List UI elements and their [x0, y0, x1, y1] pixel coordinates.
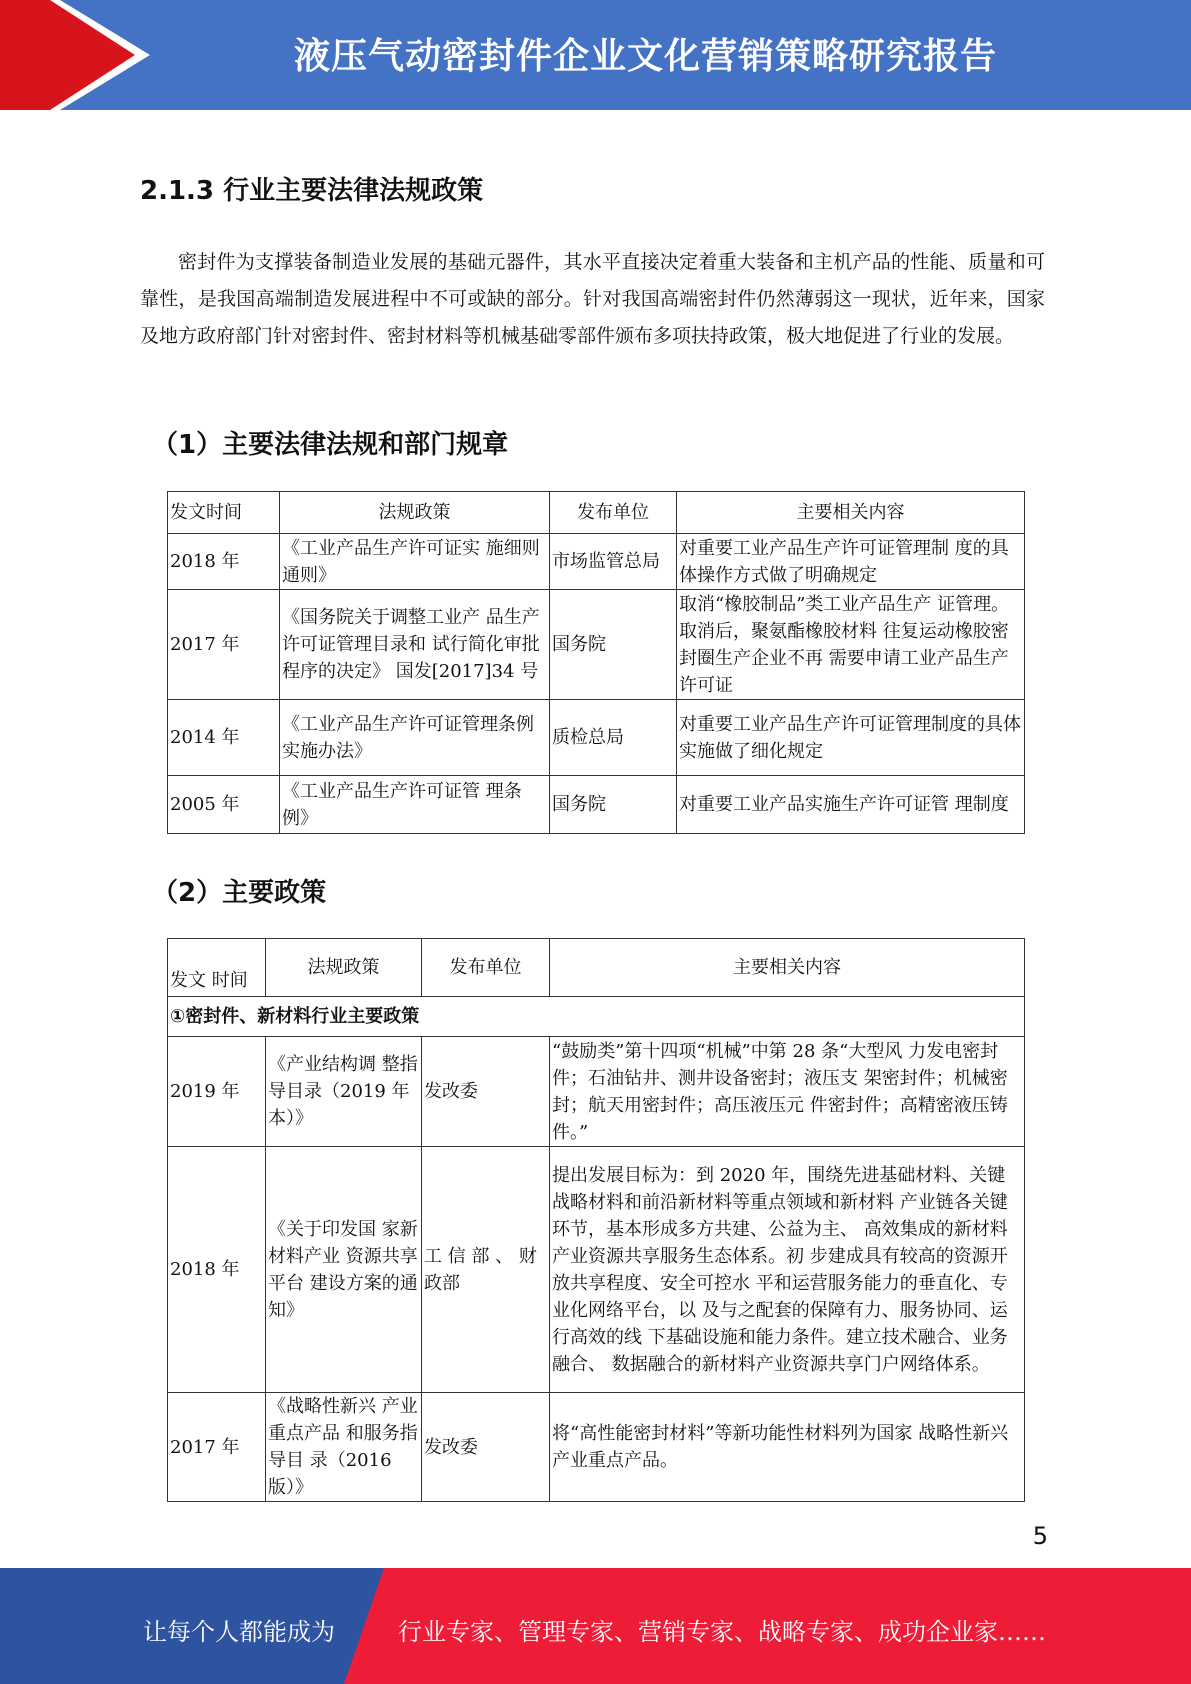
- footer-slogan-left: 让每个人都能成为: [143, 1618, 335, 1646]
- cell-content: 对重要工业产品生产许可证管理制 度的具体操作方式做了明确规定: [677, 534, 1025, 590]
- cell-issuer: 发改委: [422, 1393, 550, 1502]
- col-header-issuer: 发布单位: [422, 939, 550, 997]
- table-section-row: [168, 997, 1025, 1037]
- cell-issuer: 质检总局: [550, 700, 677, 776]
- cell-issuer: 市场监管总局: [550, 534, 677, 590]
- col-header-time: 发文 时间: [168, 939, 266, 997]
- table-header-row: [168, 492, 1025, 534]
- col-header-issuer: 发布单位: [550, 492, 677, 534]
- cell-content: 将“高性能密封材料”等新功能性材料列为国家 战略性新兴产业重点产品。: [550, 1393, 1025, 1502]
- col-header-time: 发文时间: [168, 492, 280, 534]
- cell-time: 2018 年: [168, 534, 280, 590]
- col-header-content: 主要相关内容: [677, 492, 1025, 534]
- cell-content: 对重要工业产品生产许可证管理制度的具体实施做了细化规定: [677, 700, 1025, 776]
- table-header-row: [168, 939, 1025, 997]
- cell-issuer: 国务院: [550, 776, 677, 834]
- col-header-policy: 法规政策: [266, 939, 422, 997]
- cell-policy: 《国务院关于调整工业产 品生产许可证管理目录和 试行简化审批程序的决定》 国发[2017]34 号: [280, 590, 550, 700]
- footer-slogan-right: 行业专家、管理专家、营销专家、战略专家、成功企业家……: [398, 1618, 1046, 1646]
- cell-issuer: 工 信 部 、 财政部: [422, 1147, 550, 1393]
- cell-policy: 《产业结构调 整指导目录（2019 年本）》: [266, 1037, 422, 1147]
- report-footer-band: [0, 1568, 1191, 1684]
- table-row: [168, 1393, 1025, 1502]
- cell-issuer: 国务院: [550, 590, 677, 700]
- cell-time: 2005 年: [168, 776, 280, 834]
- table-row: [168, 776, 1025, 834]
- table-row: [168, 700, 1025, 776]
- cell-time: 2019 年: [168, 1037, 266, 1147]
- table-row: [168, 534, 1025, 590]
- col-header-content: 主要相关内容: [550, 939, 1025, 997]
- laws-table: [167, 491, 1025, 834]
- cell-policy: 《战略性新兴 产业重点产品 和服务指导目 录（2016 版）》: [266, 1393, 422, 1502]
- col-header-policy: 法规政策: [280, 492, 550, 534]
- cell-content: “鼓励类”第十四项“机械”中第 28 条“大型风 力发电密封件；石油钻井、测井设备密封；液压支 架密封件；机械密封；航天用密封件；高压液压元 件密封件；高精密液压铸件。”: [550, 1037, 1025, 1147]
- cell-policy: 《关于印发国 家新材料产业 资源共享平台 建设方案的通 知》: [266, 1147, 422, 1393]
- cell-content: 取消“橡胶制品”类工业产品生产 证管理。取消后，聚氨酯橡胶材料 往复运动橡胶密封圈生产企业不再 需要申请工业产品生产许可证: [677, 590, 1025, 700]
- cell-policy: 《工业产品生产许可证实 施细则通则》: [280, 534, 550, 590]
- table-row: [168, 1147, 1025, 1393]
- cell-policy: 《工业产品生产许可证管理条例实施办法》: [280, 700, 550, 776]
- cell-issuer: 发改委: [422, 1037, 550, 1147]
- table-row: [168, 1037, 1025, 1147]
- cell-time: 2017 年: [168, 590, 280, 700]
- subsection-title-laws: （1）主要法律法规和部门规章: [152, 430, 509, 460]
- intro-paragraph: 密封件为支撑装备制造业发展的基础元器件，其水平直接决定着重大装备和主机产品的性能、质量和可靠性，是我国高端制造发展进程中不可或缺的部分。针对我国高端密封件仍然薄弱这一现状，近年来，国家及地方政府部门针对密封件、密封材料等机械基础零部件颁布多项扶持政策，极大地促进了行业的发展。: [140, 251, 1045, 347]
- cell-time: 2014 年: [168, 700, 280, 776]
- page-number: 5: [1032, 1522, 1048, 1550]
- section-heading: 2.1.3 行业主要法律法规政策: [140, 176, 484, 206]
- cell-policy: 《工业产品生产许可证管 理条例》: [280, 776, 550, 834]
- cell-time: 2018 年: [168, 1147, 266, 1393]
- report-title: 液压气动密封件企业文化营销策略研究报告: [293, 36, 997, 77]
- table-row: [168, 590, 1025, 700]
- subsection-title-policies: （2）主要政策: [152, 878, 327, 908]
- cell-time: 2017 年: [168, 1393, 266, 1502]
- policies-table: [167, 938, 1025, 1502]
- header-arrow-decoration: [0, 0, 160, 110]
- cell-content: 提出发展目标为：到 2020 年，围绕先进基础材料、关键战略材料和前沿新材料等重点领域和新材料 产业链各关键环节，基本形成多方共建、公益为主、 高效集成的新材料产业资源共享服务生态体系。初 步建成具有较高的资源开放共享程度、安全可控水 平和运营服务能力的垂直化、专业化网络平台，以 及与之配套的保障有力、服务协同、运行高效的线 下基础设施和能力条件。建立技术融合、业务融合、 数据融合的新材料产业资源共享门户网络体系。: [550, 1147, 1025, 1393]
- report-header-band: [0, 0, 1191, 110]
- cell-content: 对重要工业产品实施生产许可证管 理制度: [677, 776, 1025, 834]
- section-label: ①密封件、新材料行业主要政策: [168, 997, 1025, 1037]
